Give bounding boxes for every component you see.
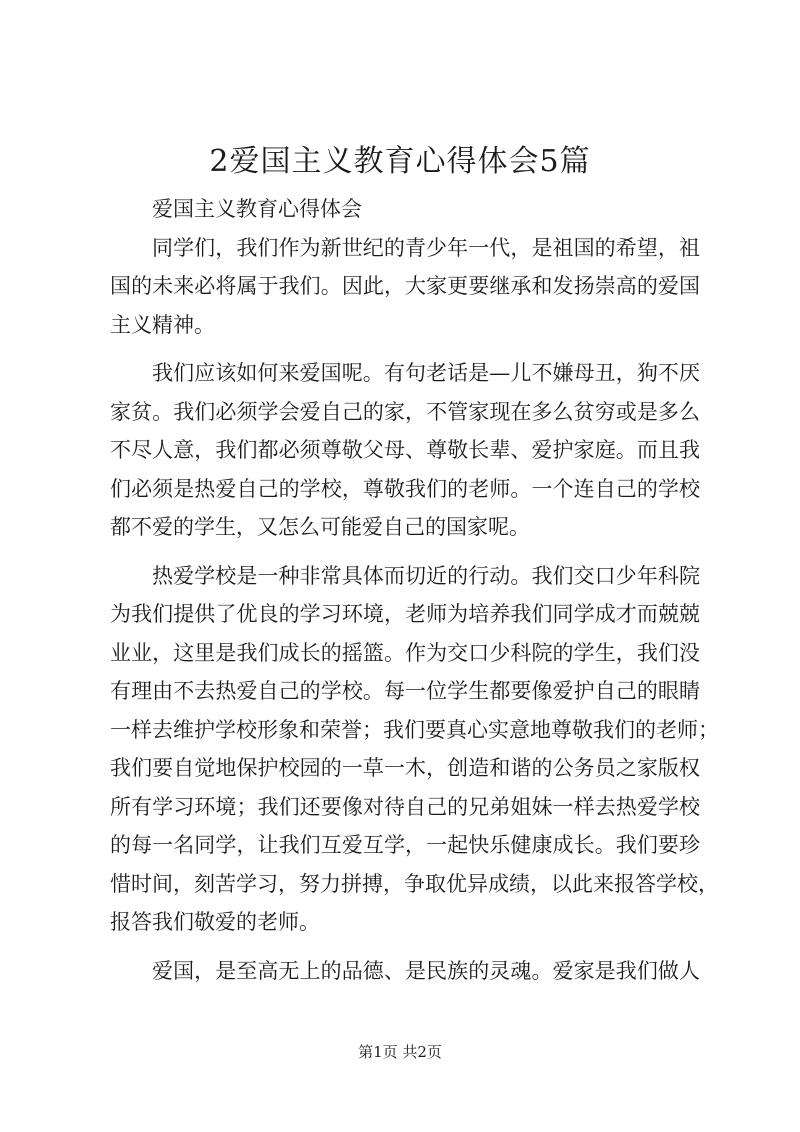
text-line: 热爱学校是一种非常具体而切近的行动。我们交口少年科院	[152, 563, 700, 588]
text-line: 国的未来必将属于我们。因此，大家更要继承和发扬崇高的爱国	[110, 274, 700, 298]
text-line: 有理由不去热爱自己的学校。每一位学生都要像爱护自己的眼睛	[110, 679, 700, 703]
text-line: 都不爱的学生，又怎么可能爱自己的国家呢。	[110, 515, 530, 539]
text-line: 同学们，我们作为新世纪的青少年一代，是祖国的希望，祖	[152, 235, 700, 260]
text-line: 爱国，是至高无上的品德、是民族的灵魂。爱家是我们做人	[152, 958, 700, 983]
text-line: 业业，这里是我们成长的摇篮。作为交口少科院的学生，我们没	[110, 640, 700, 665]
document-title: 2爱国主义教育心得体会5篇	[209, 144, 591, 179]
text-line: 家贫。我们必须学会爱自己的家，不管家现在多么贫穷或是多么	[110, 399, 700, 424]
text-line: 们必须是热爱自己的学校，尊敬我们的老师。一个连自己的学校	[110, 476, 700, 501]
paragraph	[110, 229, 700, 345]
document-body	[110, 190, 719, 990]
paragraph-spacing	[110, 547, 700, 557]
text-line: 我们应该如何来爱国呢。有句老话是—儿不嫌母丑，狗不厌	[152, 361, 700, 385]
text-line: 一样去维护学校形象和荣誉；我们要真心实意地尊敬我们的老师；	[110, 717, 719, 742]
text-line: 主义精神。	[110, 312, 215, 337]
paragraph	[110, 354, 700, 547]
paragraph-spacing	[110, 942, 700, 952]
text-line: 不尽人意，我们都必须尊敬父母、尊敬长辈、爱护家庭。而且我	[110, 438, 700, 462]
text-line: 报答我们敬爱的老师。	[110, 910, 320, 934]
paragraph-spacing	[110, 344, 700, 354]
text-line: 我们要自觉地保护校园的一草一木，创造和谐的公务员之家版权	[110, 756, 700, 780]
page-footer: 第1页 共2页	[358, 1043, 442, 1061]
text-line: 的每一名同学，让我们互爱互学，一起快乐健康成长。我们要珍	[110, 833, 700, 857]
paragraph	[110, 557, 719, 942]
paragraph	[110, 952, 700, 991]
text-line: 所有学习环境；我们还要像对待自己的兄弟姐妹一样去热爱学校	[110, 794, 700, 819]
text-line: 为我们提供了优良的学习环境，老师为培养我们同学成才而兢兢	[110, 602, 700, 626]
text-line: 惜时间，刻苦学习，努力拼搏，争取优异成绩，以此来报答学校，	[110, 871, 719, 896]
section-heading: 爱国主义教育心得体会	[152, 197, 362, 221]
